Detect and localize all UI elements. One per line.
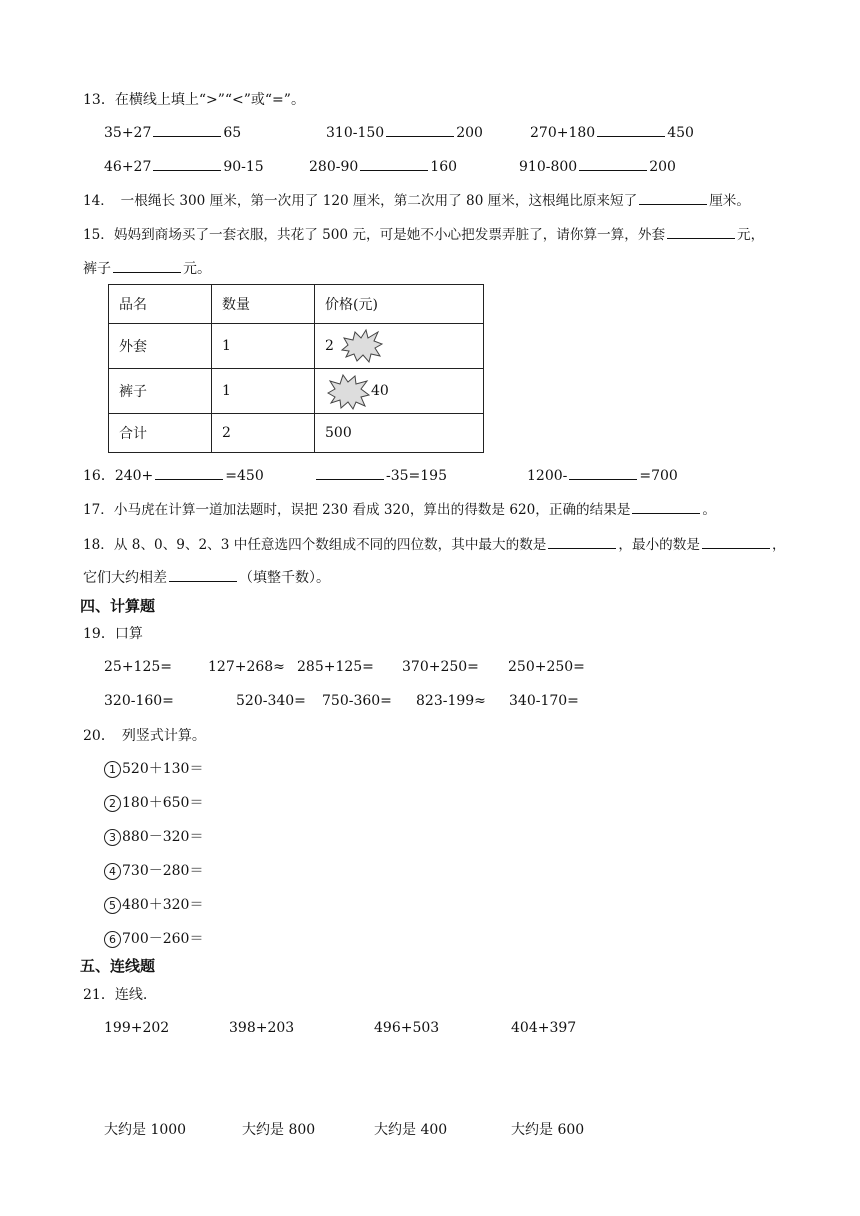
matching-estimate[interactable]: 大约是 600 bbox=[511, 1122, 585, 1138]
price-table bbox=[108, 284, 484, 453]
matching-expression[interactable]: 404+397 bbox=[511, 1020, 577, 1036]
vertical-calc-item: 1 520＋130＝ bbox=[104, 759, 203, 779]
table-row bbox=[109, 369, 484, 414]
compare-item: 310-150 200 bbox=[326, 125, 483, 141]
vertical-calc-item: 6 700－260＝ bbox=[104, 929, 203, 949]
vertical-calc-item: 5 480＋320＝ bbox=[104, 895, 203, 915]
matching-estimate[interactable]: 大约是 800 bbox=[242, 1122, 316, 1138]
ink-stain-icon bbox=[325, 371, 371, 411]
compare-item: 270+180 450 bbox=[530, 125, 694, 141]
table-cell: 1 bbox=[212, 324, 315, 369]
oral-calc-item: 250+250= bbox=[508, 659, 585, 675]
question-18-line2: 它们大约相差 （填整千数）。 bbox=[83, 570, 330, 586]
oral-calc-item: 25+125= bbox=[104, 659, 172, 675]
ink-stain-icon bbox=[338, 326, 384, 366]
question-17: 17．小马虎在计算一道加法题时，误把 230 看成 320，算出的得数是 620，正确的结果是 。 bbox=[83, 502, 717, 518]
oral-calc-item: 520-340= bbox=[236, 693, 306, 709]
section-heading: 五、连线题 bbox=[80, 957, 156, 975]
compare-item: 910-800 200 bbox=[519, 159, 676, 175]
question-13-title: 13．在横线上填上“>”“<”或“=”。 bbox=[83, 92, 305, 108]
question-14: 14． 一根绳长 300 厘米，第一次用了 120 厘米，第二次用了 80 厘米，这根绳比原来短了 厘米。 bbox=[83, 193, 750, 209]
answer-blank[interactable] bbox=[316, 466, 384, 480]
matching-expression[interactable]: 199+202 bbox=[104, 1020, 170, 1036]
answer-blank[interactable] bbox=[153, 157, 221, 171]
oral-calc-item: 285+125= bbox=[297, 659, 374, 675]
answer-blank[interactable] bbox=[360, 157, 428, 171]
answer-blank[interactable] bbox=[569, 466, 637, 480]
oral-calc-item: 127+268≈ bbox=[208, 659, 285, 675]
table-row bbox=[109, 324, 484, 369]
vertical-calc-item: 3 880－320＝ bbox=[104, 827, 203, 847]
table-cell: 外套 bbox=[109, 324, 212, 369]
matching-expression[interactable]: 398+203 bbox=[229, 1020, 295, 1036]
question-15-line1: 15．妈妈到商场买了一套衣服，共花了 500 元，可是她不小心把发票弄脏了，请你算一算，外套 元， bbox=[83, 227, 765, 243]
table-header: 品名 bbox=[109, 285, 212, 324]
table-cell: 裤子 bbox=[109, 369, 212, 414]
answer-blank[interactable] bbox=[548, 535, 616, 549]
table-cell: 2 bbox=[212, 414, 315, 453]
matching-expression[interactable]: 496+503 bbox=[374, 1020, 440, 1036]
compare-item: 35+27 65 bbox=[104, 125, 242, 141]
question-18-line1: 18．从 8、0、9、2、3 中任意选四个数组成不同的四位数，其中最大的数是 ，最小的数是 ， bbox=[83, 537, 786, 553]
answer-blank[interactable] bbox=[386, 123, 454, 137]
answer-blank[interactable] bbox=[155, 466, 223, 480]
question-21-title: 21．连线. bbox=[83, 987, 148, 1003]
oral-calc-item: 340-170= bbox=[509, 693, 579, 709]
compare-item: 280-90 160 bbox=[309, 159, 458, 175]
answer-blank[interactable] bbox=[169, 568, 237, 582]
vertical-calc-item: 4 730－280＝ bbox=[104, 861, 203, 881]
answer-blank[interactable] bbox=[702, 535, 770, 549]
question-16-c: 1200- =700 bbox=[527, 468, 678, 484]
answer-blank[interactable] bbox=[153, 123, 221, 137]
table-cell: 1 bbox=[212, 369, 315, 414]
question-20-title: 20． 列竖式计算。 bbox=[83, 728, 206, 744]
compare-item: 46+27 90-15 bbox=[104, 159, 264, 175]
oral-calc-item: 750-360= bbox=[322, 693, 392, 709]
matching-estimate[interactable]: 大约是 400 bbox=[374, 1122, 448, 1138]
table-cell: 合计 bbox=[109, 414, 212, 453]
answer-blank[interactable] bbox=[579, 157, 647, 171]
table-header-row bbox=[109, 285, 484, 324]
table-header: 价格(元) bbox=[315, 285, 484, 324]
question-16-a: 16．240+ =450 bbox=[83, 468, 264, 484]
oral-calc-item: 823-199≈ bbox=[416, 693, 486, 709]
table-row bbox=[109, 414, 484, 453]
answer-blank[interactable] bbox=[667, 225, 735, 239]
answer-blank[interactable] bbox=[597, 123, 665, 137]
table-cell: 40 bbox=[315, 369, 484, 414]
oral-calc-item: 320-160= bbox=[104, 693, 174, 709]
oral-calc-item: 370+250= bbox=[402, 659, 479, 675]
answer-blank[interactable] bbox=[639, 191, 707, 205]
question-16-b: -35=195 bbox=[314, 466, 447, 486]
matching-estimate[interactable]: 大约是 1000 bbox=[104, 1122, 187, 1138]
table-cell: 2 bbox=[315, 324, 484, 369]
question-19-title: 19．口算 bbox=[83, 626, 143, 642]
vertical-calc-item: 2 180＋650＝ bbox=[104, 793, 203, 813]
answer-blank[interactable] bbox=[632, 500, 700, 514]
answer-blank[interactable] bbox=[113, 259, 181, 273]
section-heading: 四、计算题 bbox=[80, 597, 156, 615]
question-15-line2: 裤子 元。 bbox=[83, 261, 211, 277]
table-header: 数量 bbox=[212, 285, 315, 324]
table-cell: 500 bbox=[315, 414, 484, 453]
